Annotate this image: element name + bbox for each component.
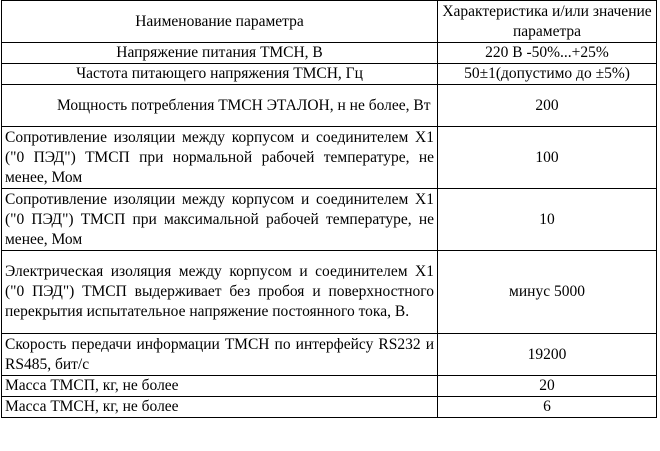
table-row xyxy=(2,251,657,334)
header-value: Характеристика и/или значение параметра xyxy=(438,1,657,43)
table-row xyxy=(2,127,657,189)
row-value: 200 xyxy=(438,85,657,127)
row-param: Скорость передачи информации ТМСН по интерфейсу RS232 и RS485, бит/с xyxy=(2,334,438,376)
row-value: минус 5000 xyxy=(438,251,657,334)
table-row xyxy=(2,43,657,64)
row-value: 220 В -50%...+25% xyxy=(438,43,657,64)
row-param: Частота питающего напряжения ТМСН, Гц xyxy=(2,64,438,85)
table-row xyxy=(2,376,657,397)
table-header-row xyxy=(2,1,657,43)
row-param: Электрическая изоляция между корпусом и соединителем X1 ("0 ПЭД") ТМСП выдерживает без пробоя и поверхностного перекрытия испытательное напряжение постоянного тока, В. xyxy=(2,251,438,334)
header-param: Наименование параметра xyxy=(2,1,438,43)
row-value: 10 xyxy=(438,189,657,251)
table-row xyxy=(2,189,657,251)
row-value: 6 xyxy=(438,397,657,418)
row-param: Сопротивление изоляции между корпусом и соединителем X1 ("0 ПЭД") ТМСП при нормальной рабочей температуре, не менее, Мом xyxy=(2,127,438,189)
row-value: 19200 xyxy=(438,334,657,376)
table-row xyxy=(2,397,657,418)
table-row xyxy=(2,85,657,127)
parameters-table xyxy=(1,0,657,418)
table-row xyxy=(2,334,657,376)
row-param: Масса ТМСН, кг, не более xyxy=(2,397,438,418)
row-param: Напряжение питания ТМСН, В xyxy=(2,43,438,64)
row-value: 100 xyxy=(438,127,657,189)
table-row xyxy=(2,64,657,85)
row-param: Мощность потребления ТМСН ЭТАЛОН, н не более, Вт xyxy=(2,85,438,127)
row-param: Сопротивление изоляции между корпусом и соединителем X1 ("0 ПЭД") ТМСП при максимальной рабочей температуре, не менее, Мом xyxy=(2,189,438,251)
row-value: 50±1(допустимо до ±5%) xyxy=(438,64,657,85)
row-value: 20 xyxy=(438,376,657,397)
row-param: Масса ТМСП, кг, не более xyxy=(2,376,438,397)
